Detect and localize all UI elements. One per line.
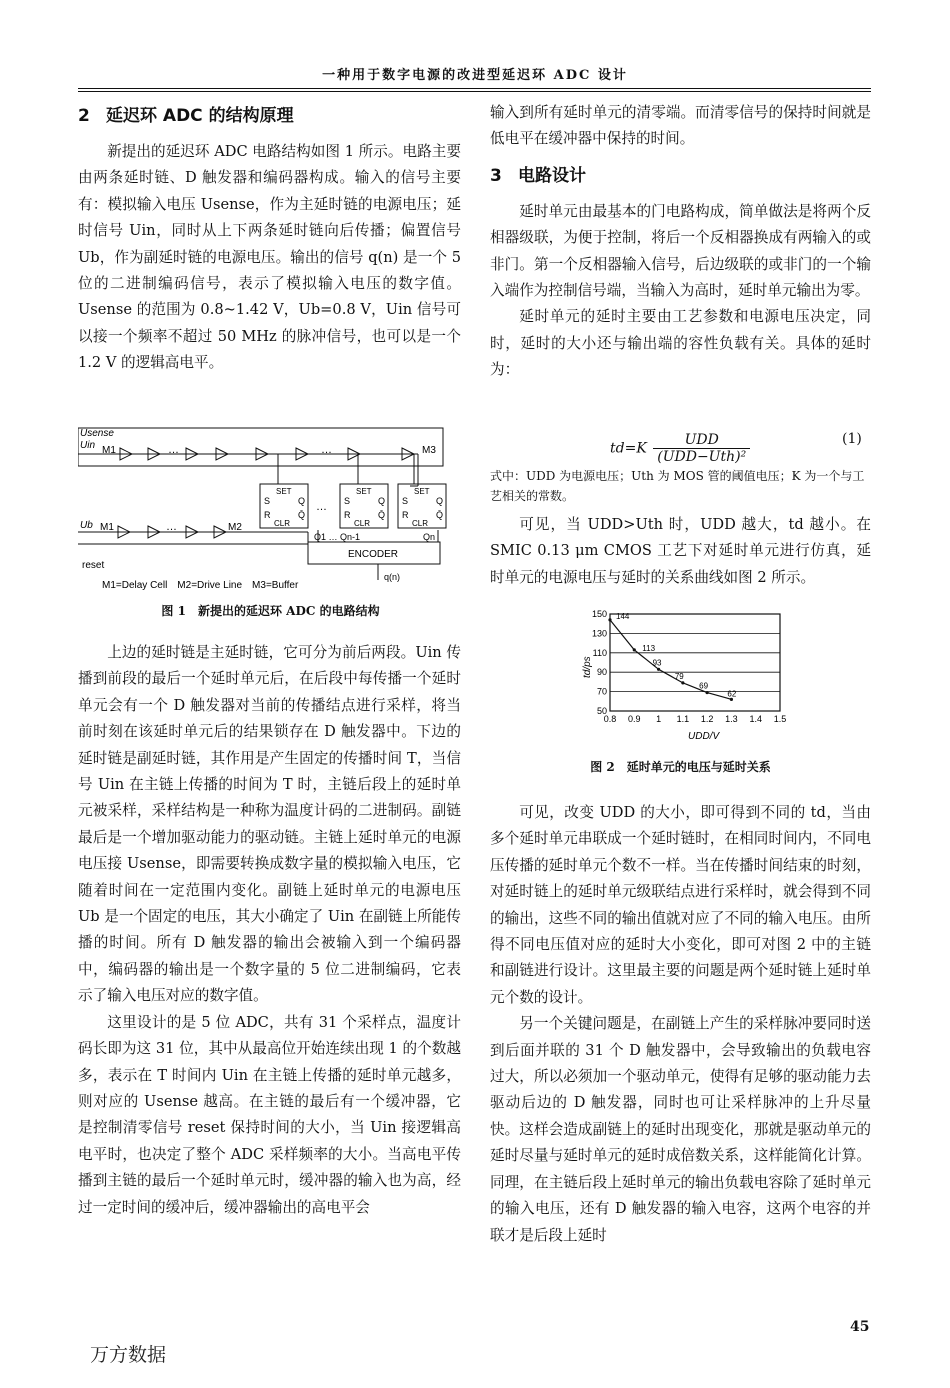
paragraph: 可见，改变 UDD 的大小，即可得到不同的 td，当由多个延时单元串联成一个延时链时，在相同时间内，不同电压传播的延时单元个数不一样。当在传播时间结束的时刻，对延时链上的延时单元级联结点进行采样时，就会得到不同的输出，这些不同的输出值就对应了不同的输入电压。由所得不同电压值对应的延时大小变化，即可对图 2 中的主链和副链进行设计。这里最主要的问题是两个延时链上延时单元个数的设计。 [490,804,871,1006]
x-tick-label: 0.8 [603,714,617,724]
right-column-mid [490,512,871,591]
fig1-ff2-set: SET [356,487,372,496]
plot-frame [610,611,780,711]
data-point [706,691,709,694]
data-label: 93 [652,658,662,668]
fig1-ff3-set: SET [414,487,430,496]
fig1-ff3-r: R [402,510,409,520]
x-tick-label: 1 [656,714,662,724]
series-line [610,620,731,700]
fig1-qout: q(n) [384,572,401,582]
fig1-dots-4: … [316,501,327,513]
data-label: 113 [642,643,656,653]
fig1-label-ub: Ub [80,520,93,531]
formula-1 [610,432,750,465]
section-3-heading [490,163,871,189]
paragraph: 可见，当 UDD>Uth 时，UDD 越大，td 越小。在 SMIC 0.13 μm CMOS 工艺下对延时单元进行仿真，延时单元的电源电压与延时的关系曲线如图 2 所示。 [490,516,871,586]
header-rule-2 [78,91,871,92]
x-tick-label: 1.3 [725,714,738,724]
section-title: 延迟环 ADC 的结构原理 [106,106,294,126]
header-rule [78,88,871,89]
fig1-ff2-s: S [344,496,351,506]
fig1-ff1-set: SET [276,487,292,496]
y-tick-label: 90 [596,667,607,678]
fig1-ff1-q: Q [298,496,306,506]
page-number: 45 [850,1319,870,1335]
section-2-heading [78,103,461,129]
y-tick-label: 130 [591,628,607,639]
fig1-label-uin: Uin [80,440,96,451]
x-tick-label: 1.1 [676,714,690,724]
x-tick-label: 1.5 [773,714,787,724]
data-point [681,681,684,684]
data-point [633,648,636,651]
right-column-lower [490,800,871,1249]
y-tick-label: 110 [592,647,607,658]
data-label: 62 [727,689,737,699]
y-tick-label: 70 [596,686,607,697]
fig1-q-bus: Q1 … Qn-1 [314,532,361,542]
fig1-label-m1-b: M1 [100,522,114,533]
fig1-label-usense: Usense [80,428,114,439]
data-label: 69 [699,681,709,691]
section-number: 3 [490,165,502,186]
paragraph: 输入到所有延时单元的清零端。而清零信号的保持时间就是低电平在缓冲器中保持的时间。 [490,104,871,148]
chart-grid [610,611,780,711]
left-column-lower [78,640,461,1221]
fig1-dots-3: … [166,521,177,533]
paragraph: 新提出的延迟环 ADC 电路结构如图 1 所示。电路主要由两条延时链、D 触发器和编码器构成。输入的信号主要有：模拟输入电压 Usense，作为主延时链的电源电压；延时信号 Uin，同时从上下两条延时链向后传播；偏置信号 Ub，作为副延时链的电源电压。输出的信号 q(n) 是一个 5 位的二进制编码信号，表示了模拟输入电压的数字值。Usense 的范围为 0.8~1.42 V，Ub=0.8 V，Uin 信号可以接一个频率不超过 50 MHz 的脉冲信号，也可以是一个 1.2 V 的逻辑高电平。 [78,143,461,372]
fig1-ff2-r: R [344,510,351,520]
section-number: 2 [78,106,90,126]
formula-numerator: UDD [653,432,750,449]
x-tick-label: 1.2 [700,714,714,724]
figure-1-circuit [78,424,463,594]
paragraph: 延时单元的延时主要由工艺参数和电源电压决定，同时，延时的大小还与输出端的容性负载有关。具体的延时为： [490,308,871,379]
y-tick-labels [592,609,607,716]
fig1-ff3-clr: CLR [412,519,429,528]
fig1-dots: … [168,444,179,456]
fig1-ff2-clr: CLR [354,519,371,528]
paragraph: 这里设计的是 5 位 ADC，共有 31 个采样点，温度计码长即为这 31 位，其中从最高位开始连续出现 1 的个数越多，表示在 T 时间内 Uin 在主链上传播的延时单元越多，则对应的 Usense 越高。在主链的最后有一个缓冲器，它是控制清零信号 reset 保持时间的大小，当 Uin 接逻辑高电平时，也决定了整个 ADC 采样频率的大小。当高电平传播到主链的最后一个延时单元时，缓冲器的输入也为高，经过一定时间的缓冲后，缓冲器输出的高电平会 [78,1013,461,1216]
figure-2-chart [560,606,820,746]
formula-denominator: (UDD−Uth)² [657,449,747,465]
fig1-ff1-clr: CLR [274,519,291,528]
figure-2-caption: 图 2 延时单元的电压与延时关系 [590,760,771,774]
fig1-ff2-qbar: Q̄ [378,510,386,520]
fig1-ff3-q: Q [436,496,444,506]
fig1-ff1-qbar: Q̄ [298,510,306,520]
fig1-legend: M1=Delay Cell M2=Drive Line M3=Buffer [102,580,299,591]
fig1-qn: Qn [423,532,436,542]
paragraph: 另一个关键问题是，在副链上产生的采样脉冲要同时送到后面并联的 31 个 D 触发器中，会导致输出的负载电容过大，所以必须加一个驱动单元，使得有足够的驱动能力去驱动后边的 D 触发器，同时也可让采样脉冲的上升尽量快。这样会造成副链上的延时出现变化，那就是驱动单元的延时尽量与延时单元的延时成倍数关系，这样能简化计算。同理，在主链后段上延时单元的输出负载电容除了延时单元的输入电压，还有 D 触发器的输入电容，这两个电容的并联才是后段上延时 [490,1015,871,1244]
fig1-dots-2: … [321,444,332,456]
right-column [490,100,871,384]
fig1-encoder: ENCODER [348,549,399,560]
data-label: 79 [674,671,684,681]
data-label: 144 [616,611,630,621]
x-axis-label: UDD/V [688,731,720,742]
footer-watermark: 万方数据 [90,1344,167,1366]
paragraph: 上边的延时链是主延时链，它可分为前后两段。Uin 传播到前段的最后一个延时单元后，在后段中每传播一个延时单元会有一个 D 触发器对当前的传播结点进行采样，将当前时刻在该延时单元后的结果锁存在 D 触发器中。下边的延时链是副延时链，其作用是产生固定的传播时间 T，当信号 Uin 在主链上传播的时间为 T 时，主链后段上的延时单元被采样，采样结构是一种称为温度计码的二进制码。副链最后是一个增加驱动能力的驱动链。主链上延时单元的电源电压接 Usense，即需要转换成数字量的模拟输入电压，它随着时间在一定范围内变化。副链上延时单元的电源电压 Ub 是一个固定的电压，其大小确定了 Uin 在副链上所能传播的时间。所有 D 触发器的输出会被输入到一个编码器中，编码器的输出是一个数字量的 5 位二进制编码，它表示了输入电压对应的数字值。 [78,644,461,1005]
fig1-ff1-r: R [264,510,271,520]
x-tick-label: 1.4 [749,714,762,724]
fig1-label-reset: reset [82,560,105,571]
x-tick-labels [604,714,787,724]
data-point [608,618,611,621]
data-points [608,612,736,701]
fig1-label-m1: M1 [102,445,116,456]
left-column [78,103,461,377]
fig1-ff1-s: S [264,496,271,506]
paragraph: 延时单元由最基本的门电路构成，简单做法是将两个反相器级联，为便于控制，将后一个反相器换成有两输入的或非门。第一个反相器输入信号，后边级联的或非门的一个输入端作为控制信号端，当输入为高时，延时单元输出为零。 [490,202,871,300]
formula-lhs: td=K [610,440,647,457]
formula-number: (1) [842,431,862,447]
y-axis-label: td/ps [582,656,593,678]
fig1-ff2-q: Q [378,496,386,506]
fig1-ff3-s: S [402,496,409,506]
formula-note: 式中：UDD 为电源电压；Uth 为 MOS 管的阈值电压；K 为一个与工艺相关的常数。 [490,469,865,503]
figure-1-caption: 图 1 新提出的延迟环 ADC 的电路结构 [161,604,380,618]
fig1-label-m3: M3 [422,445,436,456]
y-tick-label: 150 [591,609,607,619]
section-title: 电路设计 [518,165,586,186]
fig1-label-m2: M2 [228,522,242,533]
fig1-ff3-qbar: Q̄ [436,510,444,520]
x-tick-label: 0.9 [628,714,641,724]
running-header: 一种用于数字电源的改进型延迟环 ADC 设计 [322,68,628,83]
y-tick-label: 50 [596,706,607,716]
data-point [657,668,660,671]
